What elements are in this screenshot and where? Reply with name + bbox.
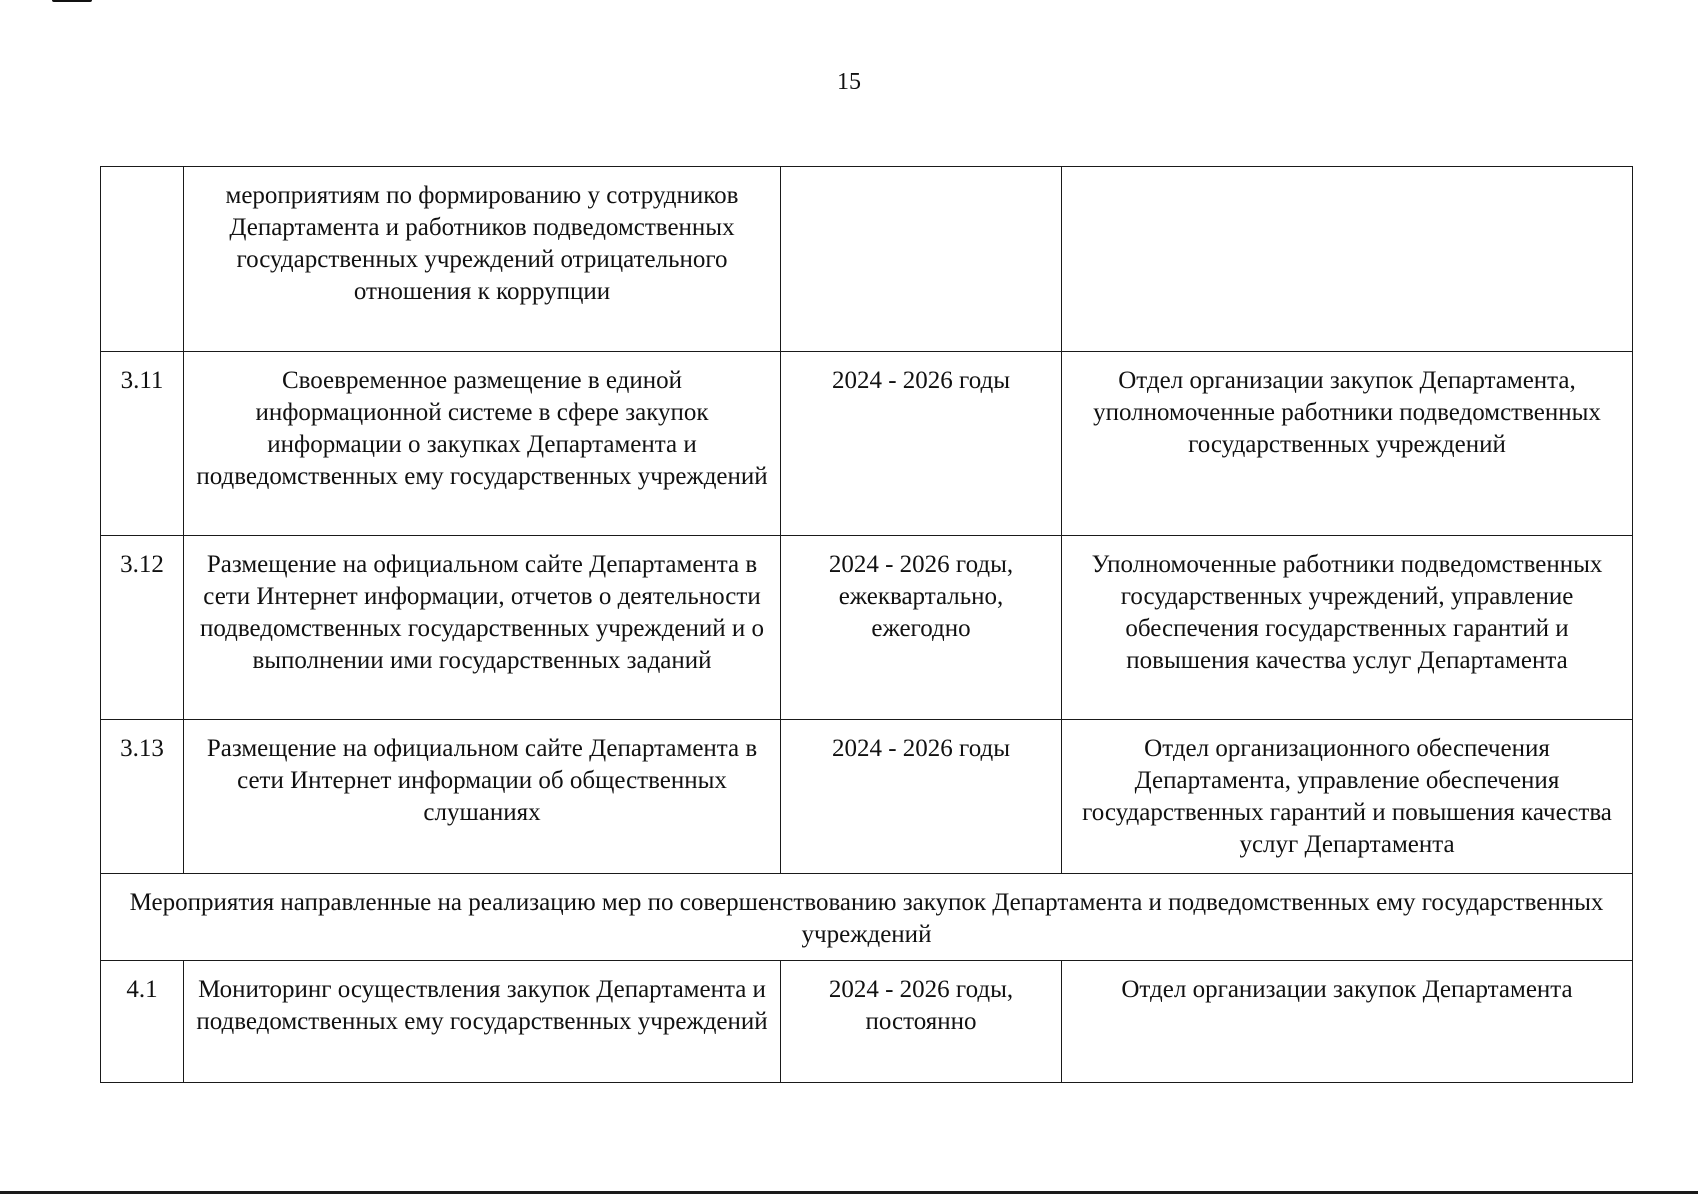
table-row-continuation xyxy=(101,167,1633,352)
responsible-cell xyxy=(1062,167,1633,352)
responsible-cell: Уполномоченные работники подведомственных государственных учреждений, управление обеспечения государственных гарантий и повышения качества услуг Департамента xyxy=(1062,536,1633,720)
term-cell: 2024 - 2026 годы xyxy=(781,352,1062,536)
term-cell: 2024 - 2026 годы xyxy=(781,720,1062,874)
scan-corner-mark xyxy=(52,0,92,2)
term-cell: 2024 - 2026 годы, ежеквартально, ежегодно xyxy=(781,536,1062,720)
event-cell: Своевременное размещение в единой информационной системе в сфере закупок информации о закупках Департамента и подведомственных ему государственных учреждений xyxy=(184,352,781,536)
table-row-3-12 xyxy=(101,536,1633,720)
section-heading-row xyxy=(101,874,1633,961)
row-number-cell: 3.12 xyxy=(101,536,184,720)
responsible-cell: Отдел организации закупок Департамента, уполномоченные работники подведомственных государственных учреждений xyxy=(1062,352,1633,536)
term-cell xyxy=(781,167,1062,352)
row-number-cell: 3.11 xyxy=(101,352,184,536)
table-row-3-11 xyxy=(101,352,1633,536)
event-cell: мероприятиям по формированию у сотрудников Департамента и работников подведомственных государственных учреждений отрицательного отношения к коррупции xyxy=(184,167,781,352)
section-heading: Мероприятия направленные на реализацию мер по совершенствованию закупок Департамента и подведомственных ему государственных учреждений xyxy=(101,874,1633,961)
event-cell: Размещение на официальном сайте Департамента в сети Интернет информации, отчетов о деятельности подведомственных государственных учреждений и о выполнении ими государственных заданий xyxy=(184,536,781,720)
row-number-cell xyxy=(101,167,184,352)
term-cell: 2024 - 2026 годы, постоянно xyxy=(781,961,1062,1083)
table-row-4-1 xyxy=(101,961,1633,1083)
row-number-cell: 4.1 xyxy=(101,961,184,1083)
responsible-cell: Отдел организационного обеспечения Департамента, управление обеспечения государственных гарантий и повышения качества услуг Департамента xyxy=(1062,720,1633,874)
event-cell: Размещение на официальном сайте Департамента в сети Интернет информации об общественных слушаниях xyxy=(184,720,781,874)
responsible-cell: Отдел организации закупок Департамента xyxy=(1062,961,1633,1083)
event-cell: Мониторинг осуществления закупок Департамента и подведомственных ему государственных учреждений xyxy=(184,961,781,1083)
table-row-3-13 xyxy=(101,720,1633,874)
measures-table xyxy=(100,166,1633,1083)
row-number-cell: 3.13 xyxy=(101,720,184,874)
page-number: 15 xyxy=(837,69,861,95)
page-bottom-rule xyxy=(0,1191,1698,1194)
